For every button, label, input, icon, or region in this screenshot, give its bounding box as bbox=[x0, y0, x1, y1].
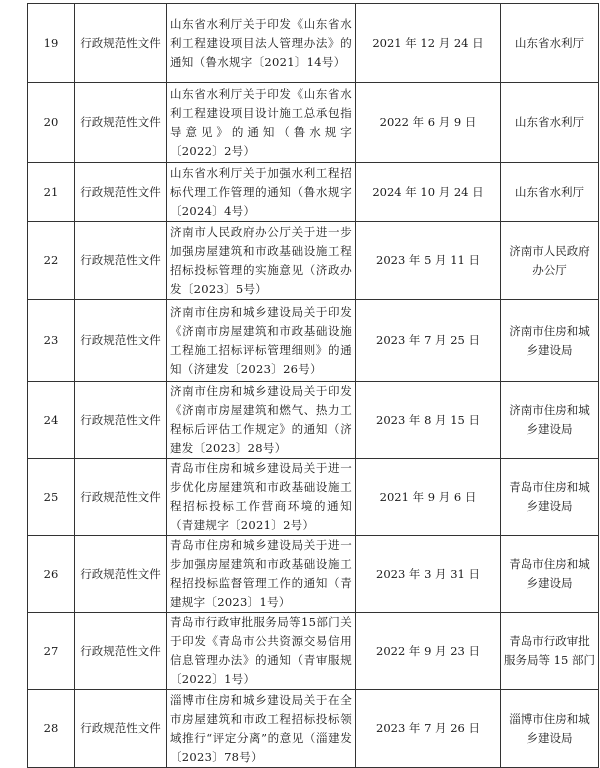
issue-date: 2023 年 7 月 25 日 bbox=[356, 300, 501, 382]
issue-date: 2023 年 7 月 26 日 bbox=[356, 690, 501, 768]
table-row bbox=[28, 459, 599, 536]
table-row bbox=[28, 382, 599, 459]
document-title: 山东省水利厅关于加强水利工程招标代理工作管理的通知（鲁水规字〔2024〕4号） bbox=[167, 163, 356, 222]
issue-date: 2022 年 9 月 23 日 bbox=[356, 613, 501, 690]
document-type: 行政规范性文件 bbox=[75, 613, 167, 690]
table-row bbox=[28, 222, 599, 300]
issuing-authority: 山东省水利厅 bbox=[501, 83, 599, 163]
row-number: 25 bbox=[28, 459, 75, 536]
document-title: 济南市人民政府办公厅关于进一步加强房屋建筑和市政基础设施工程招标投标管理的实施意见（济政办发〔2023〕5号） bbox=[167, 222, 356, 300]
issuing-authority: 济南市住房和城乡建设局 bbox=[501, 382, 599, 459]
issue-date: 2023 年 8 月 15 日 bbox=[356, 382, 501, 459]
row-number: 19 bbox=[28, 4, 75, 83]
issue-date: 2024 年 10 月 24 日 bbox=[356, 163, 501, 222]
issuing-authority: 山东省水利厅 bbox=[501, 163, 599, 222]
document-title: 淄博市住房和城乡建设局关于在全市房屋建筑和市政工程招标投标领域推行“评定分离”的意见（淄建发〔2023〕78号） bbox=[167, 690, 356, 768]
row-number: 22 bbox=[28, 222, 75, 300]
issuing-authority: 济南市住房和城乡建设局 bbox=[501, 300, 599, 382]
document-title: 济南市住房和城乡建设局关于印发《济南市房屋建筑和燃气、热力工程标后评估工作规定》的通知（济建发〔2023〕28号） bbox=[167, 382, 356, 459]
issuing-authority: 淄博市住房和城乡建设局 bbox=[501, 690, 599, 768]
issue-date: 2023 年 5 月 11 日 bbox=[356, 222, 501, 300]
row-number: 23 bbox=[28, 300, 75, 382]
table-row bbox=[28, 690, 599, 768]
issuing-authority: 山东省水利厅 bbox=[501, 4, 599, 83]
issue-date: 2021 年 12 月 24 日 bbox=[356, 4, 501, 83]
row-number: 27 bbox=[28, 613, 75, 690]
document-title: 青岛市行政审批服务局等15部门关于印发《青岛市公共资源交易信用信息管理办法》的通知（青审服规〔2022〕1号） bbox=[167, 613, 356, 690]
document-type: 行政规范性文件 bbox=[75, 83, 167, 163]
row-number: 26 bbox=[28, 536, 75, 613]
issuing-authority: 青岛市住房和城乡建设局 bbox=[501, 536, 599, 613]
table-row bbox=[28, 613, 599, 690]
issue-date: 2023 年 3 月 31 日 bbox=[356, 536, 501, 613]
table-row bbox=[28, 163, 599, 222]
issue-date: 2022 年 6 月 9 日 bbox=[356, 83, 501, 163]
document-type: 行政规范性文件 bbox=[75, 459, 167, 536]
document-type: 行政规范性文件 bbox=[75, 4, 167, 83]
table-row bbox=[28, 83, 599, 163]
document-title: 青岛市住房和城乡建设局关于进一步加强房屋建筑和市政基础设施工程招投标监督管理工作的通知（青建规字〔2023〕1号） bbox=[167, 536, 356, 613]
document-title: 青岛市住房和城乡建设局关于进一步优化房屋建筑和市政基础设施工程招标投标工作营商环境的通知（青建规字〔2021〕2号） bbox=[167, 459, 356, 536]
document-title: 济南市住房和城乡建设局关于印发《济南市房屋建筑和市政基础设施工程施工招标评标管理细则》的通知（济建发〔2023〕26号） bbox=[167, 300, 356, 382]
regulations-table bbox=[27, 3, 599, 768]
document-title: 山东省水利厅关于印发《山东省水利工程建设项目法人管理办法》的通知（鲁水规字〔2021〕14号） bbox=[167, 4, 356, 83]
issue-date: 2021 年 9 月 6 日 bbox=[356, 459, 501, 536]
document-type: 行政规范性文件 bbox=[75, 222, 167, 300]
table-row bbox=[28, 536, 599, 613]
row-number: 21 bbox=[28, 163, 75, 222]
row-number: 24 bbox=[28, 382, 75, 459]
document-type: 行政规范性文件 bbox=[75, 163, 167, 222]
document-type: 行政规范性文件 bbox=[75, 536, 167, 613]
row-number: 28 bbox=[28, 690, 75, 768]
document-title: 山东省水利厅关于印发《山东省水利工程建设项目设计施工总承包指导意见》的通知（鲁水规字〔2022〕2号） bbox=[167, 83, 356, 163]
table-row bbox=[28, 300, 599, 382]
issuing-authority: 济南市人民政府办公厅 bbox=[501, 222, 599, 300]
document-type: 行政规范性文件 bbox=[75, 300, 167, 382]
issuing-authority: 青岛市住房和城乡建设局 bbox=[501, 459, 599, 536]
issuing-authority: 青岛市行政审批服务局等 15 部门 bbox=[501, 613, 599, 690]
row-number: 20 bbox=[28, 83, 75, 163]
table-row bbox=[28, 4, 599, 83]
document-type: 行政规范性文件 bbox=[75, 690, 167, 768]
document-type: 行政规范性文件 bbox=[75, 382, 167, 459]
